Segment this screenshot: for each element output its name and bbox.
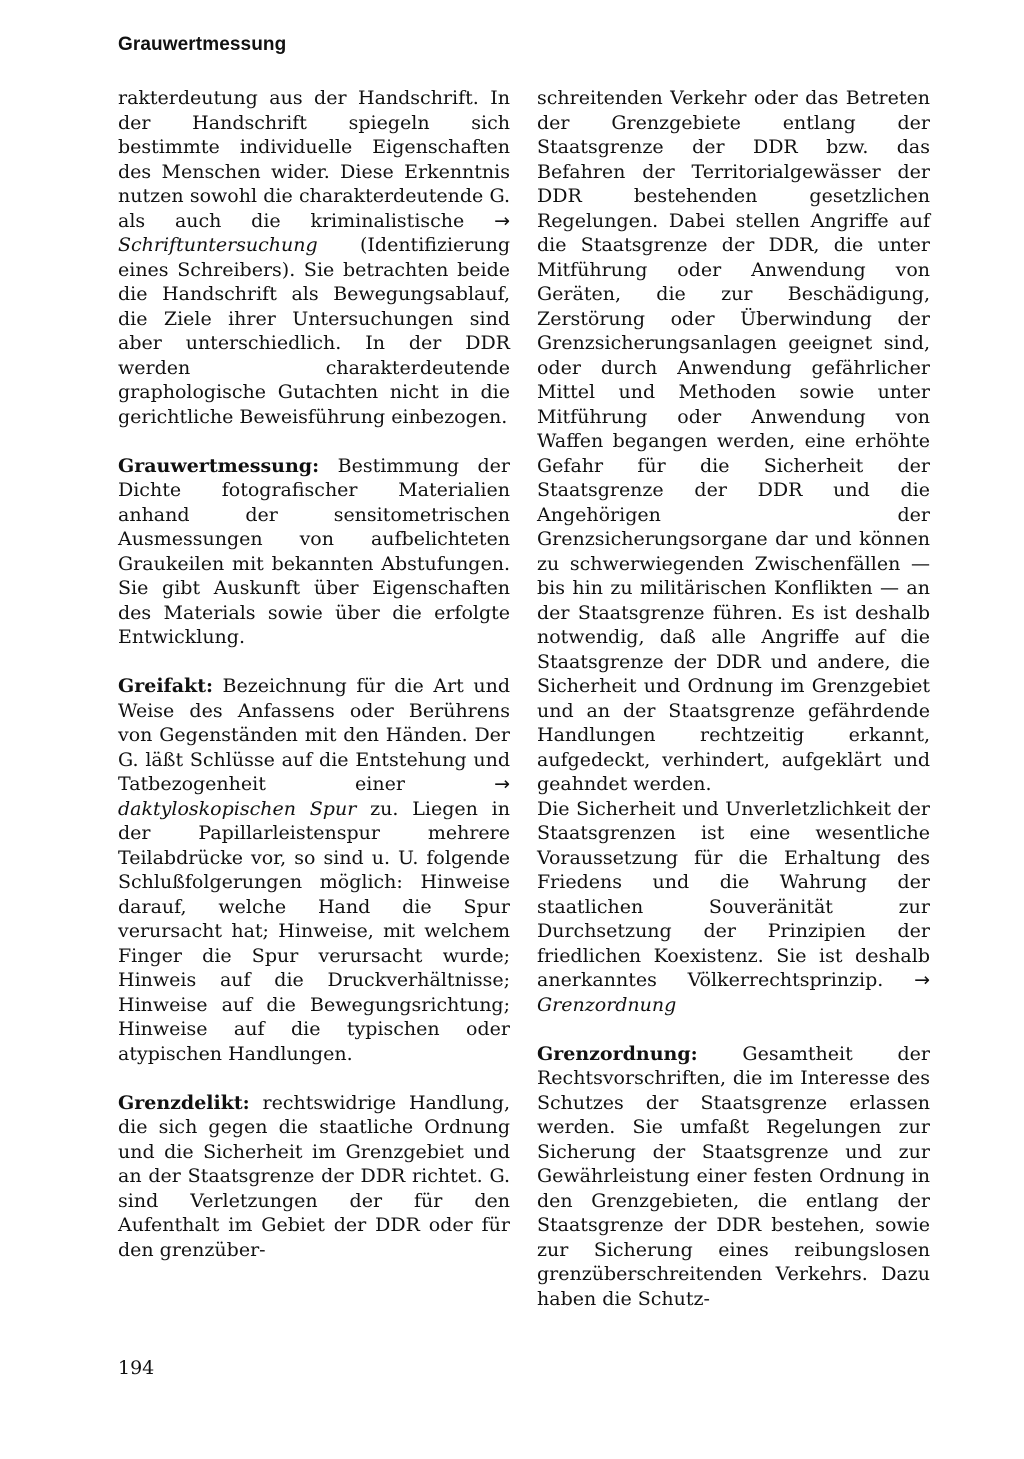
entry-definition-continued: zu. Liegen in der Papillarleistenspur mehrere Teilabdrücke vor, so sind u. U. folgende Schlußfolgerungen möglich: Hinweise darauf, welche Hand die Spur verursacht hat; Hinweise, mit welchem Finger die Spur verursacht wurde; Hinweis auf die Druckverhältnisse; Hinweise auf die Bewegungsrichtung; Hinweise auf die typischen oder atypischen Handlungen.: [118, 797, 510, 1065]
continued-paragraph: schreitenden Verkehr oder das Betreten der Grenzgebiete entlang der Staatsgrenze der DDR bzw. das Befahren der Territorialgewässer der DDR bestehenden gesetzlichen Regelungen. Dabei stellen Angriffe auf die Staatsgrenze der DDR, die unter Mitführung oder Anwendung von Geräten, die zur Beschädigung, Zerstörung oder Überwindung der Grenzsicherungsanlagen geeignet sind, oder durch Anwendung gefährlicher Mittel und Methoden sowie unter Mitführung oder Anwendung von Waffen begangen werden, eine erhöhte Gefahr für die Sicherheit der Staatsgrenze der DDR und die Angehörigen der Grenzsicherungsorgane dar und können zu schwerwiegenden Zwischenfällen — bis hin zu militärischen Konflikten — an der Staatsgrenze führen. Es ist deshalb notwendig, daß alle Angriffe auf die Staatsgrenze der DDR und andere, die Sicherheit und Ordnung im Grenzgebiet und an der Staatsgrenze gefährdende Handlungen rechtzeitig erkannt, aufgedeckt, verhindert, aufgeklärt und geahndet werden.: [537, 87, 930, 795]
left-column: [118, 86, 510, 1287]
cross-reference: Grenzordnung: [537, 993, 677, 1016]
entry-definition: Bezeichnung für die Art und Weise des Anfassens oder Berührens von Gegenständen mit den Händen. Der G. läßt Schlüsse auf die Entstehung und Tatbezogenheit einer: [118, 675, 510, 795]
cross-reference-arrow-icon: →: [914, 969, 930, 991]
entry-term: Grauwertmessung:: [118, 454, 320, 477]
entry-grenzordnung: [537, 1042, 930, 1312]
continued-text-2: (Identifizierung eines Schreibers). Sie betrachten beide die Handschrift als Bewegungsablauf, die Ziele ihrer Untersuchungen sind aber unterschiedlich. In der DDR werden charakterdeutende graphologische Gutachten nicht in die gerichtliche Beweisführung einbezogen.: [118, 234, 510, 428]
entry-definition: Gesamtheit der Rechtsvorschriften, die im Interesse des Schutzes der Staatsgrenze erlassen werden. Sie umfaßt Regelungen zur Sicherung der Staatsgrenze und zur Gewährleistung einer festen Ordnung in den Grenzgebieten, die entlang der Staatsgrenze der DDR bestehen, sowie zur Sicherung eines reibungslosen grenzüberschreitenden Verkehrs. Dazu haben die Schutz-: [537, 1042, 930, 1310]
cross-reference-arrow-icon: →: [494, 773, 510, 795]
cross-reference: daktyloskopischen Spur: [118, 797, 357, 820]
entry-grenzdelikt: [118, 1091, 510, 1263]
page-number: 194: [118, 1357, 155, 1379]
running-head: Grauwertmessung: [118, 34, 287, 55]
paragraph-text: Die Sicherheit und Unverletzlichkeit der Staatsgrenzen ist eine wesentliche Voraussetzung für die Erhaltung des Friedens und die Wahrung der staatlichen Souveränität zur Durchsetzung der Prinzipien der friedlichen Koexistenz. Sie ist deshalb anerkanntes Völkerrechtsprinzip.: [537, 797, 930, 991]
right-column: [537, 86, 930, 1336]
entry-grauwertmessung: [118, 454, 510, 650]
entry-term: Greifakt:: [118, 675, 213, 697]
entry-definition: Bestimmung der Dichte fotografischer Materialien anhand der sensitometrischen Ausmessungen von aufbelichteten Graukeilen mit bekannten Abstufungen. Sie gibt Auskunft über Eigenschaften des Materials sowie über die erfolgte Entwicklung.: [118, 454, 510, 648]
entry-term: Grenzordnung:: [537, 1042, 698, 1065]
continued-text: rakterdeutung aus der Handschrift. In der Handschrift spiegeln sich bestimmte individuelle Eigenschaften des Menschen wider. Diese Erkenntnis nutzen sowohl die charakterdeutende G. als auch die kriminalistische: [118, 87, 510, 232]
cross-reference: Schriftuntersuchung: [118, 234, 318, 256]
cross-reference-arrow-icon: →: [494, 209, 510, 232]
paragraph: [537, 797, 930, 1018]
entry-greifakt: [118, 674, 510, 1066]
entry-term: Grenzdelikt:: [118, 1091, 250, 1114]
entry-definition: rechtswidrige Handlung, die sich gegen die staatliche Ordnung und die Sicherheit im Grenzgebiet und an der Staatsgrenze der DDR richtet. G. sind Verletzungen der für den Aufenthalt im Gebiet der DDR oder für den grenzüber-: [118, 1091, 510, 1261]
continued-paragraph: [118, 86, 510, 429]
